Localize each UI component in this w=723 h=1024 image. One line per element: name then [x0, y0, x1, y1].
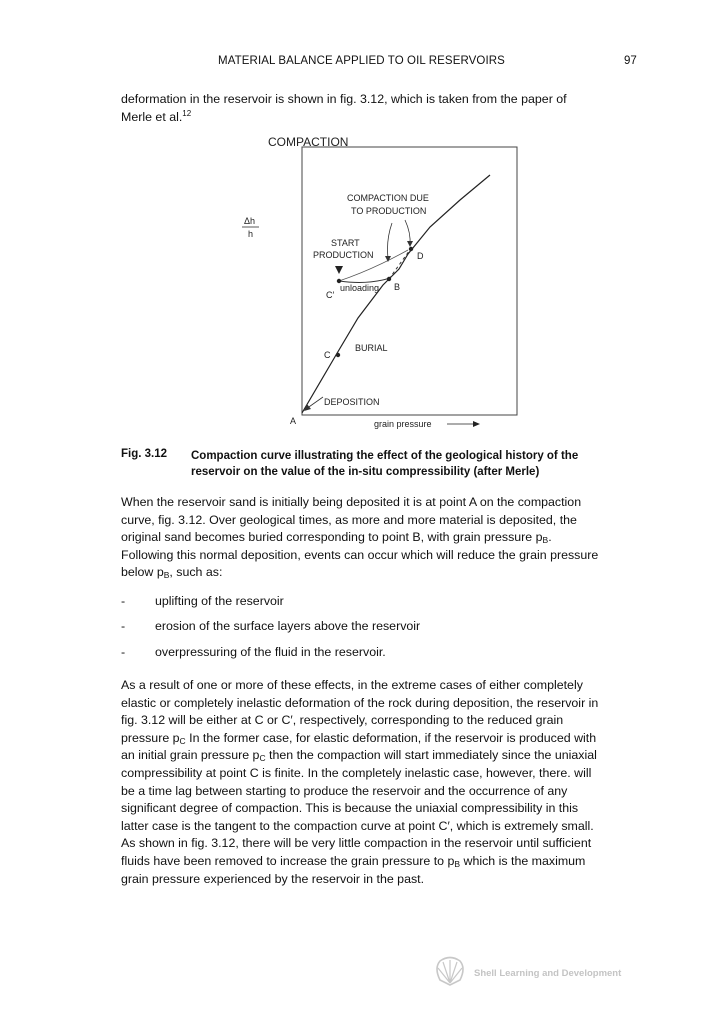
p1-line-3 — [121, 529, 641, 547]
x-axis-label: grain pressure — [374, 419, 432, 429]
figure-caption — [191, 448, 631, 480]
figure-number: Fig. 3.12 — [121, 448, 168, 460]
bullet-1-dash: - — [121, 594, 126, 608]
production-arrow — [388, 223, 393, 258]
point-b-dot — [387, 277, 391, 281]
burial-label: BURIAL — [355, 343, 388, 353]
p2-line-2: elastic or completely inelastic deformation of the rock during deposition, the reservoir in — [121, 695, 599, 710]
point-b-label: B — [394, 282, 401, 292]
start-production-label-2: PRODUCTION — [313, 250, 374, 260]
p2-line-4-b: In the former case, for elastic deformation, if the reservoir is produced with — [185, 730, 597, 745]
p2-line-6: compressibility at point C is finite. In the completely inelastic case, however, there. will — [121, 765, 592, 780]
p1-line-5 — [121, 564, 641, 582]
p1-line-1: When the reservoir sand is initially being deposited it is at point A on the compaction — [121, 495, 582, 509]
compaction-due-arrowhead — [407, 241, 413, 247]
p1-line-3-end: . — [548, 530, 552, 545]
production-arrowhead — [385, 256, 391, 262]
p2-line-5 — [121, 747, 641, 765]
point-c-dot — [336, 353, 340, 357]
footer-watermark — [432, 954, 652, 990]
figure-frame — [302, 147, 517, 415]
compaction-due-label-2: TO PRODUCTION — [351, 206, 427, 216]
caption-line-1: Compaction curve illustrating the effect of the geological history of the — [191, 450, 579, 462]
paragraph-1 — [121, 494, 641, 582]
p2-line-5-a: an initial grain pressure p — [121, 748, 260, 763]
bullet-3-dash: - — [121, 645, 126, 659]
p2-line-7: be a time lag between starting to produce the reservoir and the occurrence of any — [121, 783, 568, 798]
p1-line-5-subscript: B — [163, 570, 170, 581]
p2-line-11-b: which is the maximum — [460, 853, 586, 868]
p2-line-4 — [121, 730, 641, 748]
p2-line-4-a: pressure p — [121, 730, 180, 745]
p2-line-11-subscript: B — [454, 858, 461, 869]
p1-line-3-text: original sand becomes buried corresponding to point B, with grain pressure p — [121, 530, 543, 545]
point-c-label: C — [324, 350, 331, 360]
intro-line-1: deformation in the reservoir is shown in fig. 3.12, which is taken from the paper of — [121, 92, 567, 106]
p2-line-9: latter case is the tangent to the compaction curve at point C′, which is extremely small. — [121, 818, 594, 833]
shell-logo-icon — [432, 954, 468, 988]
p2-line-5-b: then the compaction will start immediately since the uniaxial — [265, 748, 597, 763]
p2-line-11 — [121, 853, 641, 871]
p1-line-2: curve, fig. 3.12. Over geological times, as more and more material is deposited, the — [121, 512, 577, 527]
p1-line-5-end: , such as: — [169, 565, 223, 580]
dashed-extension — [389, 247, 412, 279]
deposition-label: DEPOSITION — [324, 397, 380, 407]
p2-line-12: grain pressure experienced by the reservoir in the past. — [121, 871, 425, 886]
bullet-1-text: uplifting of the reservoir — [155, 594, 284, 608]
p1-line-3-subscript: B — [542, 535, 549, 546]
p1-line-4: Following this normal deposition, events can occur which will reduce the grain pressure — [121, 547, 599, 562]
bullet-2-text: erosion of the surface layers above the reservoir — [155, 619, 421, 633]
p2-line-8: significant degree of compaction. This is because the uniaxial compressibility in this — [121, 801, 579, 816]
p2-line-10: As shown in fig. 3.12, there will be very little compaction in the reservoir until sufficient — [121, 836, 592, 851]
y-axis-label-top: Δh — [244, 216, 256, 226]
y-axis-label-bottom: h — [248, 229, 254, 239]
unloading-label: unloading — [340, 283, 380, 293]
point-c-prime-label: C′ — [326, 290, 335, 300]
point-a-label: A — [290, 416, 297, 426]
caption-line-2: reservoir on the value of the in-situ compressibility (after Merle) — [191, 466, 540, 478]
p2-line-11-a: fluids have been removed to increase the grain pressure to p — [121, 853, 455, 868]
running-header: MATERIAL BALANCE APPLIED TO OIL RESERVOIRS — [218, 55, 505, 67]
x-axis-arrowhead — [473, 421, 480, 427]
p2-line-1: As a result of one or more of these effects, in the extreme cases of either completely — [121, 678, 583, 692]
compaction-figure — [0, 0, 723, 440]
point-d-dot — [409, 247, 413, 251]
bullet-2-dash: - — [121, 619, 126, 633]
figure-title: COMPACTION — [268, 135, 349, 149]
compaction-due-label-1: COMPACTION DUE — [347, 193, 429, 203]
intro-citation: Merle et al. — [121, 109, 183, 124]
bullet-3-text: overpressuring of the fluid in the reservoir. — [155, 645, 386, 659]
start-production-marker — [335, 266, 343, 274]
reference-superscript: 12 — [182, 108, 192, 118]
p2-line-3: fig. 3.12 will be either at C or C′, respectively, corresponding to the reduced grain — [121, 713, 564, 728]
paragraph-2 — [121, 677, 641, 888]
page-number: 97 — [624, 55, 637, 67]
p2-line-5-subscript: C — [259, 753, 266, 764]
p2-line-4-subscript: C — [179, 735, 186, 746]
point-d-label: D — [417, 251, 424, 261]
footer-brand-text: Shell Learning and Development — [474, 968, 622, 979]
start-production-label-1: START — [331, 238, 360, 248]
p1-line-5-text: below p — [121, 565, 164, 580]
